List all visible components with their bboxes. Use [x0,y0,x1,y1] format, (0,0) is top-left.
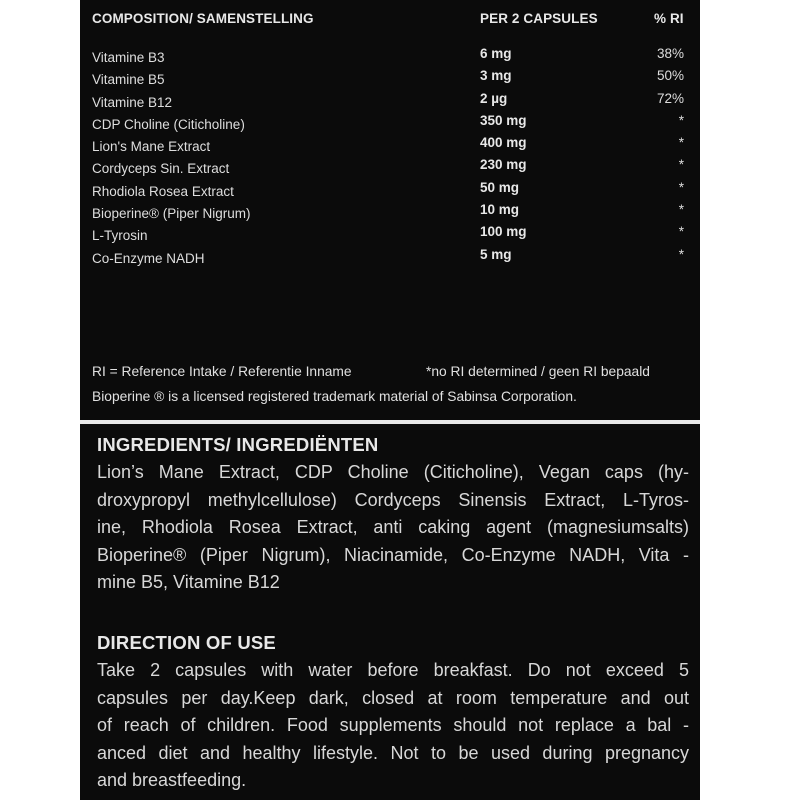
ingredient-amount: 400 mg [480,135,527,151]
table-row [80,246,700,273]
ingredient-amount: 3 mg [480,68,512,84]
section-divider [80,420,700,424]
ingredient-name: Co-Enzyme NADH [92,250,205,266]
table-row [80,202,700,228]
ingredient-amount: 5 mg [480,246,512,262]
table-row [80,46,700,72]
ingredient-name: Rhodiola Rosea Extract [92,183,234,199]
ingredient-name: L-Tyrosin [92,228,148,244]
ingredient-name: Vitamine B5 [92,72,165,88]
no-ri-footnote: *no RI determined / geen RI bepaald [426,364,650,379]
composition-table [80,46,700,273]
ingredient-amount: 100 mg [480,224,527,240]
text-line: of reach of children. Food supplements should not replace a bal - [97,715,689,735]
ingredients-text [97,459,689,597]
text-line: Bioperine® (Piper Nigrum), Niacinamide, Co-Enzyme NADH, Vita - [97,544,689,565]
table-row [80,224,700,250]
ingredient-name: Vitamine B12 [92,94,173,110]
ingredient-ri: * [678,179,684,195]
ingredient-name: CDP Choline (Citicholine) [92,116,245,132]
trademark-footnote: Bioperine ® is a licensed registered trademark material of Sabinsa Corporation. [92,389,577,404]
ingredient-name: Cordyceps Sin. Extract [92,161,230,177]
table-row [80,157,700,183]
ingredient-ri: 38% [656,46,684,61]
ingredient-ri: * [678,224,684,240]
text-line: and breastfeeding. [97,770,247,790]
ingredient-ri: 72% [656,90,684,106]
text-line: anced diet and healthy lifestyle. Not to be used during pregnancy [97,742,689,763]
ingredient-amount: 2 µg [480,90,508,106]
ingredient-ri: * [678,157,684,173]
table-row [80,68,700,94]
text-line: capsules per day.Keep dark, closed at room temperature and out [97,687,689,708]
ingredient-amount: 50 mg [480,179,520,195]
ingredient-name: Lion's Mane Extract [92,139,211,155]
ingredient-name: Vitamine B3 [92,50,165,65]
ingredient-ri: * [678,246,684,262]
ingredient-ri: 50% [656,68,684,84]
table-row [80,135,700,161]
text-line: droxypropyl methylcellulose) Cordyceps Sinensis Extract, L-Tyros- [97,489,689,510]
ingredient-amount: 6 mg [480,46,512,61]
ingredient-amount: 10 mg [480,202,520,218]
composition-header: COMPOSITION/ SAMENSTELLING [92,11,314,26]
ingredients-title: INGREDIENTS/ INGREDIËNTEN [97,434,379,455]
text-line: Take 2 capsules with water before breakfast. Do not exceed 5 [97,660,689,680]
ri-footnote: RI = Reference Intake / Referentie Inname [92,364,352,379]
text-line: Lion’s Mane Extract, CDP Choline (Citicholine), Vegan caps (hy- [97,462,689,482]
ingredient-ri: * [678,135,684,151]
ingredient-name: Bioperine® (Piper Nigrum) [92,206,251,222]
text-line: ine, Rhodiola Rosea Extract, anti caking agent (magnesiumsalts) [97,517,689,537]
table-row [80,179,700,206]
ingredient-amount: 230 mg [480,157,527,173]
ingredient-ri: * [678,112,684,128]
direction-text [97,657,689,795]
per-capsules-header: PER 2 CAPSULES [480,11,598,26]
text-line: mine B5, Vitamine B12 [97,572,280,592]
ri-header: % RI [654,11,684,26]
ingredient-ri: * [678,202,684,218]
composition-panel [80,0,700,420]
table-row [80,90,700,117]
ingredients-panel [80,426,700,800]
direction-title: DIRECTION OF USE [97,632,276,653]
table-row [80,112,700,139]
ingredient-amount: 350 mg [480,112,527,128]
